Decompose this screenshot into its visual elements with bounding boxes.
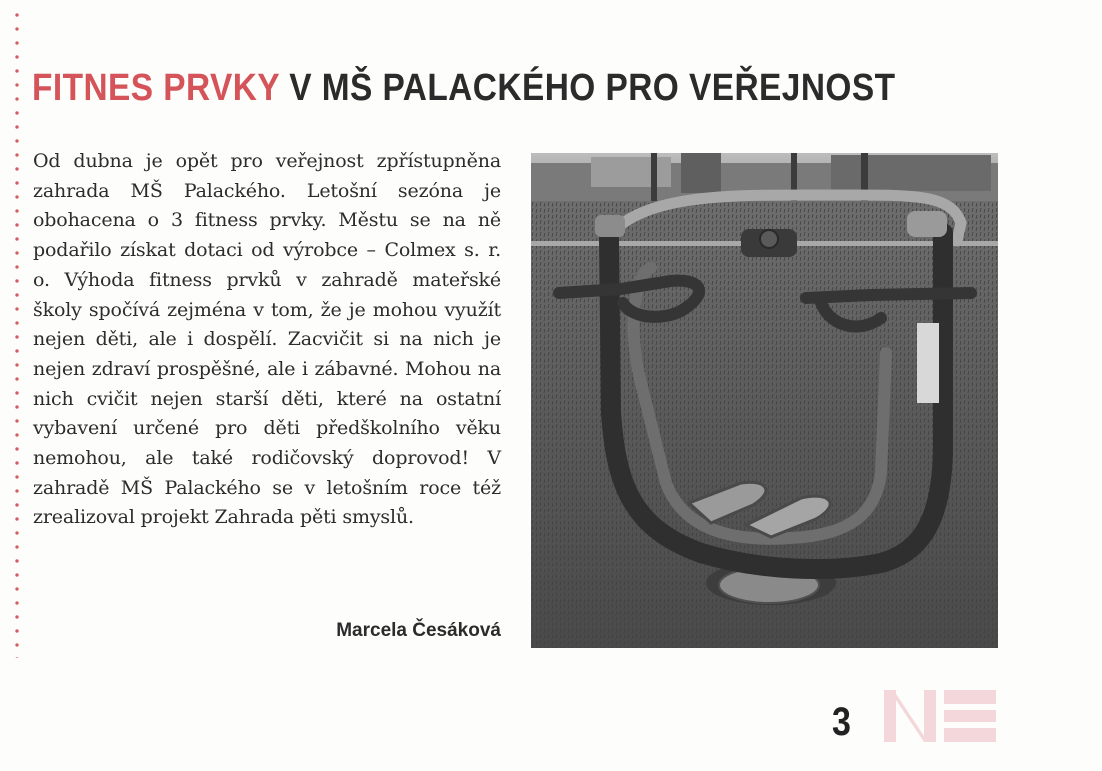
article-headline [32,62,912,114]
page-number: 3 [832,700,851,744]
article-photo [531,153,998,648]
newspaper-logo-icon [884,688,1000,744]
outdoor-fitness-air-walker-photo-icon [531,153,998,648]
article-author: Marcela Česáková [336,620,501,641]
article-body: Od dubna je opět pro veřejnost zpřístupněna zahrada MŠ Palackého. Letošní sezóna je obohacena o 3 fitness prvky. Městu se na ně podařilo získat dotaci od výrobce – Colmex s. r. o. Výhoda fitness prvků v zahradě mateřské školy spočívá zejména v tom, že je mohou využít nejen děti, ale i dospělí. Zacvičit si na nich je nejen zdraví prospěšné, ale i zábavné. Mohou na nich cvičit nejen starší děti, které na ostatní vybavení určené pro děti předškolního věku nemohou, ale také rodičovský doprovod! V zahradě MŠ Palackého se v letošním roce též zrealizoval projekt Zahrada pěti smyslů. [33,150,501,529]
headline-accent: FITNES PRVKY [32,67,280,109]
dotted-margin-line [14,8,20,658]
headline-rest: V MŠ PALACKÉHO PRO VEŘEJNOST [289,67,896,109]
